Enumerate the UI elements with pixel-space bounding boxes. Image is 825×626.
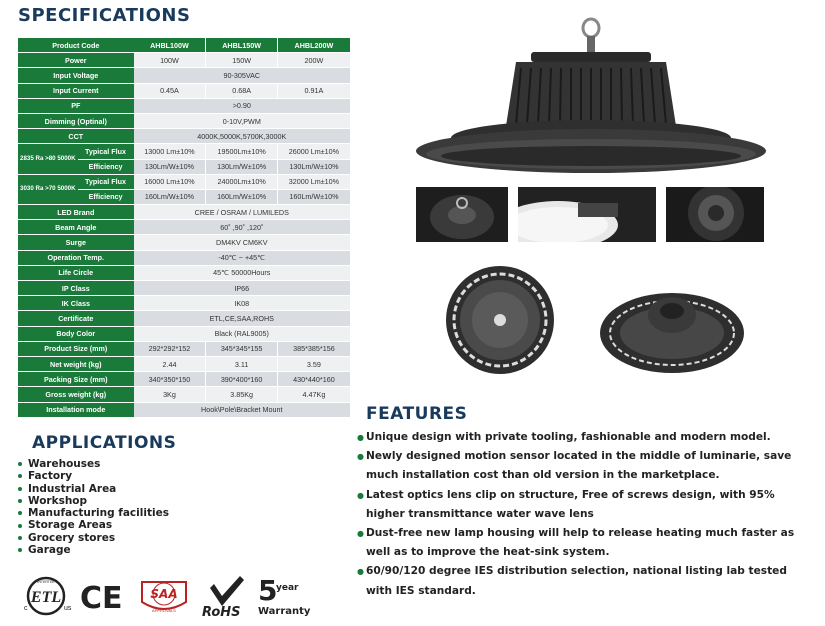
spec-label: Product Size (mm): [18, 342, 134, 356]
application-label: Garage: [28, 544, 71, 557]
feature-text: Dust-free new lamp housing will help to release heating much faster as well as to improve the heat-sink system.: [366, 527, 795, 559]
bullet-icon: [18, 536, 22, 540]
spec-row: [18, 144, 350, 158]
application-item: [18, 519, 169, 531]
spec-value: 90-305VAC: [134, 68, 350, 82]
spec-row: [18, 114, 350, 128]
spec-value: 4.47Kg: [277, 387, 350, 401]
spec-value: >0.90: [134, 99, 350, 113]
spec-label: LED Brand: [18, 205, 134, 219]
spec-value: 130Lm/W±10%: [134, 160, 206, 174]
spec-row: [18, 327, 350, 341]
spec-label: Installation mode: [18, 403, 134, 417]
spec-header-label: Product Code: [18, 38, 134, 52]
main-product-image: [416, 8, 806, 183]
feature-item: [357, 447, 807, 485]
spec-row: [18, 372, 350, 386]
spec-value: 160Lm/W±10%: [134, 190, 206, 204]
spec-row: [18, 220, 350, 234]
spec-model-code: AHBL100W: [134, 38, 206, 52]
spec-value: Hook\Pole\Bracket Mount: [134, 403, 350, 417]
application-label: Factory: [28, 470, 73, 483]
spec-label: Body Color: [18, 327, 134, 341]
spec-group-label: 3030 Ra >70 5000K: [18, 175, 78, 204]
spec-label: Life Circle: [18, 266, 134, 280]
spec-value: 130Lm/W±10%: [205, 160, 277, 174]
spec-label: IK Class: [18, 296, 134, 310]
spec-row: [18, 53, 350, 67]
spec-row: [18, 387, 350, 401]
warranty-text: Warranty: [258, 606, 311, 617]
spec-value: 3.59: [277, 357, 350, 371]
spec-row: [18, 311, 350, 325]
bottom-view-image: [445, 265, 555, 375]
spec-row: [18, 84, 350, 98]
warranty-badge: [258, 574, 312, 618]
spec-sub-label: Efficiency: [78, 160, 134, 174]
application-label: Grocery stores: [28, 531, 116, 544]
spec-value: 100W: [134, 53, 206, 67]
spec-value: 2.44: [134, 357, 206, 371]
spec-model-code: AHBL150W: [205, 38, 277, 52]
etl-logo-c: c: [24, 605, 28, 612]
spec-row: [18, 251, 350, 265]
application-label: Manufacturing facilities: [28, 507, 169, 520]
spec-value: 60˚ ,90˚ ,120˚: [134, 220, 350, 234]
spec-sub-label: Typical Flux: [78, 144, 134, 158]
spec-value: 3.11: [205, 357, 277, 371]
bullet-icon: [18, 524, 22, 528]
bullet-icon: [18, 462, 22, 466]
bullet-icon: [18, 548, 22, 552]
spec-value: 0.45A: [134, 84, 206, 98]
spec-value: 24000Lm±10%: [205, 175, 277, 189]
feature-item: [357, 486, 807, 524]
spec-sub-label: Efficiency: [78, 190, 134, 204]
spec-value: 19500Lm±10%: [205, 144, 277, 158]
specifications-table: [18, 37, 350, 418]
application-item: [18, 495, 169, 507]
feature-item: [357, 428, 807, 447]
spec-row: [18, 99, 350, 113]
spec-row: [18, 129, 350, 143]
certification-logos: [22, 572, 312, 620]
spec-value: 45℃ 50000Hours: [134, 266, 350, 280]
bullet-icon: ●: [357, 452, 364, 462]
bullet-icon: [18, 511, 22, 515]
spec-label: Net weight (kg): [18, 357, 134, 371]
spec-row: [18, 342, 350, 356]
application-item: [18, 483, 169, 495]
bullet-icon: [18, 499, 22, 503]
specifications-title: SPECIFICATIONS: [18, 5, 191, 26]
detail-photo-2: [518, 187, 656, 242]
etl-logo-intertek: INTERTEK: [37, 580, 55, 584]
applications-title: APPLICATIONS: [32, 433, 177, 453]
spec-label: Gross weight (kg): [18, 387, 134, 401]
spec-row: [18, 296, 350, 310]
saa-logo-approvals: APPROVALS: [152, 608, 176, 613]
ce-logo: [80, 580, 126, 612]
spec-value: 0.91A: [277, 84, 350, 98]
saa-logo: [136, 576, 192, 616]
spec-label: PF: [18, 99, 134, 113]
spec-value: 3Kg: [134, 387, 206, 401]
spec-value: IP66: [134, 281, 350, 295]
spec-value: 340*350*150: [134, 372, 206, 386]
spec-value: IK08: [134, 296, 350, 310]
spec-label: Certificate: [18, 311, 134, 325]
application-label: Storage Areas: [28, 519, 113, 532]
spec-value: 430*440*160: [277, 372, 350, 386]
spec-value: 26000 Lm±10%: [277, 144, 350, 158]
spec-value: 345*345*155: [205, 342, 277, 356]
detail-photo-3: [666, 187, 764, 242]
application-label: Industrial Area: [28, 482, 117, 495]
application-label: Warehouses: [28, 458, 101, 470]
spec-row: [18, 175, 350, 189]
spec-value: 160Lm/W±10%: [205, 190, 277, 204]
applications-list: [18, 458, 169, 556]
feature-text: Newly designed motion sensor located in the middle of luminarie, save much installation cost than old version in the marketplace.: [366, 450, 792, 482]
saa-logo-text: SAA: [150, 587, 178, 601]
spec-value: Black (RAL9005): [134, 327, 350, 341]
spec-row: [18, 281, 350, 295]
spec-value: 32000 Lm±10%: [277, 175, 350, 189]
spec-model-code: AHBL200W: [277, 38, 350, 52]
spec-value: 160Lm/W±10%: [277, 190, 350, 204]
etl-logo-text: ETL: [30, 589, 62, 606]
features-title: FEATURES: [366, 404, 468, 424]
rohs-logo-text: RoHS: [202, 605, 241, 618]
spec-label: Surge: [18, 235, 134, 249]
feature-text: 60/90/120 degree IES distribution selection, national listing lab tested with IES standard.: [366, 565, 787, 597]
bullet-icon: ●: [357, 433, 364, 442]
spec-header-row: [18, 38, 350, 52]
spec-value: ETL,CE,SAA,ROHS: [134, 311, 350, 325]
spec-sub-label: Typical Flux: [78, 175, 134, 189]
spec-row: [18, 403, 350, 417]
spec-value: DM4KV CM6KV: [134, 235, 350, 249]
etl-logo-us: us: [64, 605, 72, 612]
feature-text: Unique design with private tooling, fashionable and modern model.: [366, 431, 771, 443]
application-label: Workshop: [28, 494, 88, 507]
spec-label: IP Class: [18, 281, 134, 295]
application-item: [18, 507, 169, 519]
spec-value: CREE / OSRAM / LUMILEDS: [134, 205, 350, 219]
application-item: [18, 544, 169, 556]
bullet-icon: [18, 487, 22, 491]
angled-bottom-image: [598, 285, 746, 375]
spec-row: [18, 235, 350, 249]
warranty-number: 5: [258, 574, 278, 607]
spec-row: [18, 266, 350, 280]
spec-value: 3.85Kg: [205, 387, 277, 401]
spec-group-label: 2835 Ra >80 5000K: [18, 144, 78, 173]
spec-label: Input Current: [18, 84, 134, 98]
spec-value: 390*400*160: [205, 372, 277, 386]
detail-photo-1: [416, 187, 508, 242]
spec-value: 16000 Lm±10%: [134, 175, 206, 189]
bullet-icon: ●: [357, 490, 364, 500]
spec-label: Dimming (Optinal): [18, 114, 134, 128]
spec-label: Beam Angle: [18, 220, 134, 234]
bullet-icon: ●: [357, 567, 364, 577]
application-item: [18, 458, 169, 470]
spec-value: 0-10V,PWM: [134, 114, 350, 128]
bullet-icon: ●: [357, 529, 364, 539]
bullet-icon: [18, 474, 22, 478]
spec-label: CCT: [18, 129, 134, 143]
feature-item: [357, 562, 807, 600]
spec-value: 150W: [205, 53, 277, 67]
application-item: [18, 470, 169, 482]
spec-label: Input Voltage: [18, 68, 134, 82]
spec-value: 0.68A: [205, 84, 277, 98]
application-item: [18, 532, 169, 544]
warranty-year: year: [276, 583, 299, 593]
spec-row: [18, 68, 350, 82]
spec-value: 13000 Lm±10%: [134, 144, 206, 158]
spec-value: -40℃ ~ +45℃: [134, 251, 350, 265]
spec-value: 4000K,5000K,5700K,3000K: [134, 129, 350, 143]
spec-value: 200W: [277, 53, 350, 67]
features-list: [357, 428, 807, 601]
spec-value: 130Lm/W±10%: [277, 160, 350, 174]
spec-label: Packing Size (mm): [18, 372, 134, 386]
spec-value: 385*385*156: [277, 342, 350, 356]
feature-text: Latest optics lens clip on structure, Free of screws design, with 95% higher transmittance water wave lens: [366, 488, 775, 520]
spec-row: [18, 357, 350, 371]
spec-label: Power: [18, 53, 134, 67]
spec-value: 292*292*152: [134, 342, 206, 356]
ce-logo-text: CE: [80, 581, 123, 612]
feature-item: [357, 524, 807, 562]
etl-logo: [22, 574, 74, 618]
spec-label: Operation Temp.: [18, 251, 134, 265]
rohs-logo: [200, 574, 250, 618]
spec-row: [18, 205, 350, 219]
